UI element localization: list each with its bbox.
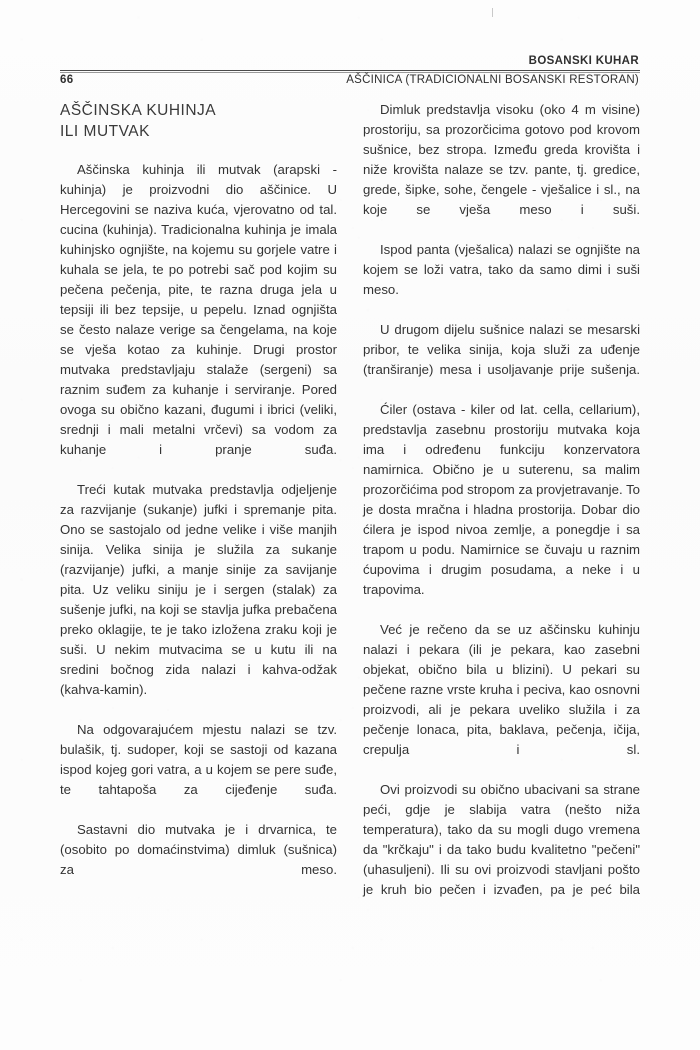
paragraph: Treći kutak mutvaka predstavlja odjeljenje za razvijanje (sukanje) jufki i spremanje pita. Ono se sastojalo od jedne velike i više manjih sinija. Velika sinija je služila za sukanje (razvijanje) jufki, a manje sinije za savijanje pita. Uz veliku siniju je i sergen (stalak) za sušenje jufki, na koji se stavlja jufka prebačena preko oklagije, te je tako izložena zraku koji je suši. U nekim mutvacima se u kutu ili na sredini bočnog zida nalazi i kahva-odžak (kahva-kamin).: [60, 482, 337, 697]
paragraph: Dimluk predstavlja visoku (oko 4 m visine) prostoriju, sa prozorčicima gotovo pod krovom sušnice, bez stropa. Između greda krovišta i niže krovišta nalaze se tzv. pante, tj. gredice, grede, šipke, sohe, čengele - vješalice i sl., na koje se vješa meso i suši.: [363, 102, 640, 217]
header-second-row: [60, 74, 640, 86]
paragraph: Ćiler (ostava - kiler od lat. cella, cellarium), predstavlja zasebnu prostoriju mutvaka koja ima i određenu funkciju konzervatora namirnica. Obično je u suterenu, sa malim prozorčićima pod stropom za provjetravanje. To je dosta mračna i hladna prostorija. Dobar dio ćilera je ispod nivoa zemlje, a ponegdje i sa trapom u podu. Namirnice se čuvaju u raznim ćupovima i drugim posudama, a neke i u trapovima.: [363, 402, 640, 597]
chapter-title: AŠČINICA (TRADICIONALNI BOSANSKI RESTORAN): [346, 74, 639, 86]
article-title-line-1: AŠČINSKA KUHINJA: [60, 102, 217, 119]
two-column-body: [60, 100, 640, 920]
right-column: [363, 100, 640, 920]
article-title: [60, 100, 337, 142]
paragraph: Sastavni dio mutvaka je i drvarnica, te (osobito po domaćinstvima) dimluk (sušnica) za meso.: [60, 822, 337, 877]
page-number: 66: [60, 74, 74, 86]
running-header: [60, 55, 640, 86]
page-content-area: [60, 0, 640, 1050]
paragraph: Već je rečeno da se uz aščinsku kuhinju nalazi i pekara (ili je pekara, kao zasebni objekat, obično bila u blizini). U pekari su pečene razne vrste kruha i peciva, kao osnovni proizvodi, ali je pekara uveliko služila i za pečenje lonaca, pita, baklava, pečenja, ičija, crepulja i sl.: [363, 622, 640, 757]
scan-artifact-tick: [492, 8, 493, 17]
paragraph: Aščinska kuhinja ili mutvak (arapski - kuhinja) je proizvodni dio aščinice. U Hercegovini se naziva kuća, vjerovatno od tal. cucina (kuhinja). Tradicionalna kuhinja je imala kuhinjsko ognjište, na kojemu su gorjele vatre i kuhala se jela, te po potrebi sač pod kojim su pečena pečenja, pite, te razna druga jela u tepsiji ili bez tepsije, u pepelu. Iznad ognjišta se često nalaze verige sa čengelama, na koje se vješa kotao za kuhinje. Drugi prostor mutvaka predstavljaju stalaže (sergeni) sa raznim suđem za kuhanje i serviranje. Pored ovoga su obično kazani, đugumi i ibrici (veliki, srednji i mali metalni vrčevi) sa vodom za kuhanje i pranje suđa.: [60, 162, 337, 457]
paragraph: Na odgovarajućem mjestu nalazi se tzv. bulašik, tj. sudoper, koji se sastoji od kazana ispod kojeg gori vatra, a u kojem se pere suđe, te tahtapoša za cijeđenje suđa.: [60, 722, 337, 797]
header-rule: [60, 70, 640, 73]
paragraph: U drugom dijelu sušnice nalazi se mesarski pribor, te velika sinija, koja služi za uđenje (tranširanje) mesa i usoljavanje prije sušenja.: [363, 322, 640, 377]
paragraph: Ispod panta (vješalica) nalazi se ognjište na kojem se loži vatra, tako da samo dimi i suši meso.: [363, 242, 640, 297]
book-title: BOSANSKI KUHAR: [528, 55, 639, 67]
left-column: [60, 100, 337, 920]
article-title-line-2: ILI MUTVAK: [60, 123, 150, 140]
paragraph: Ovi proizvodi su obično ubacivani sa strane peći, gdje je slabija vatra (nešto niža temperatura), tako da su mogli dugo vremena da "krčkaju" i da tako budu kvalitetno "pečeni" (uhasuljeni). Ili su ovi proizvodi stavljani pošto je kruh bio pečen i izvađen, pa je peć bila: [363, 782, 640, 897]
